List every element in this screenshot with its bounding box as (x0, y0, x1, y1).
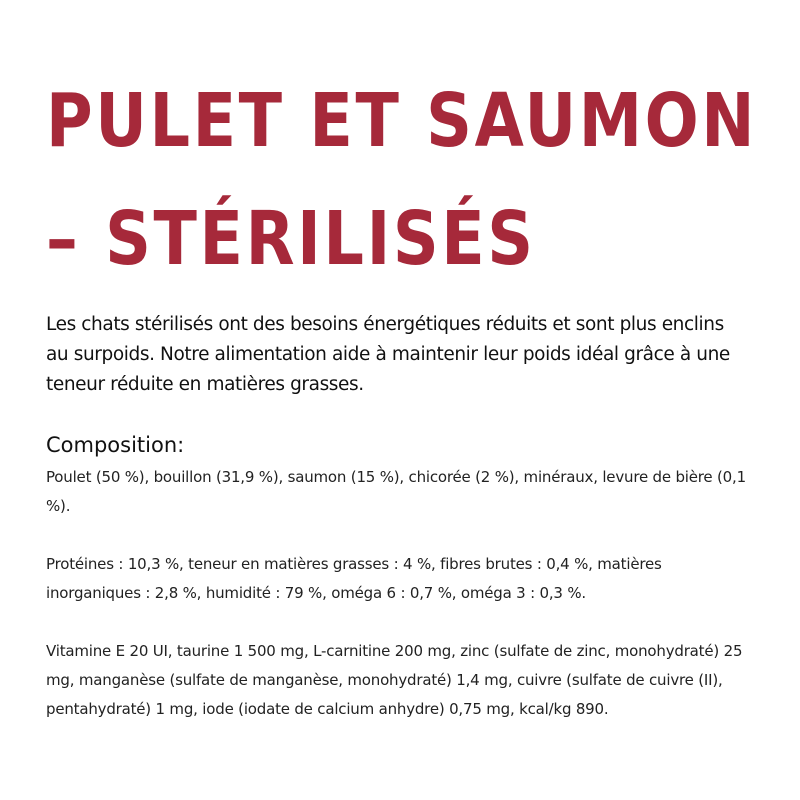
analysis-text: Protéines : 10,3 %, teneur en matières grasses : 4 %, fibres brutes : 0,4 %, matières inorganiques : 2,8 %, humidité : 79 %, oméga 6 : 0,7 %, oméga 3 : 0,3 %. (46, 555, 662, 602)
product-title-line-1: PULET ET SAUMON (46, 78, 758, 164)
additives-text: Vitamine E 20 UI, taurine 1 500 mg, L-carnitine 200 mg, zinc (sulfate de zinc, monohydraté) 25 mg, manganèse (sulfate de manganèse, monohydraté) 1,4 mg, cuivre (sulfate de cuivre (II), pentahydraté) 1 mg, iode (iodate de calcium anhydre) 0,75 mg, kcal/kg 890. (46, 642, 743, 718)
intro-text: Les chats stérilisés ont des besoins énergétiques réduits et sont plus enclins au surpoids. Notre alimentation aide à maintenir leur poids idéal grâce à une teneur réduite en matières grasses. (46, 314, 730, 395)
product-title (46, 62, 758, 298)
composition-heading: Composition: (46, 433, 185, 457)
product-title-line-2: – STÉRILISÉS (46, 196, 536, 282)
ingredients-text: Poulet (50 %), bouillon (31,9 %), saumon (15 %), chicorée (2 %), minéraux, levure de bière (0,1 %). (46, 468, 746, 515)
